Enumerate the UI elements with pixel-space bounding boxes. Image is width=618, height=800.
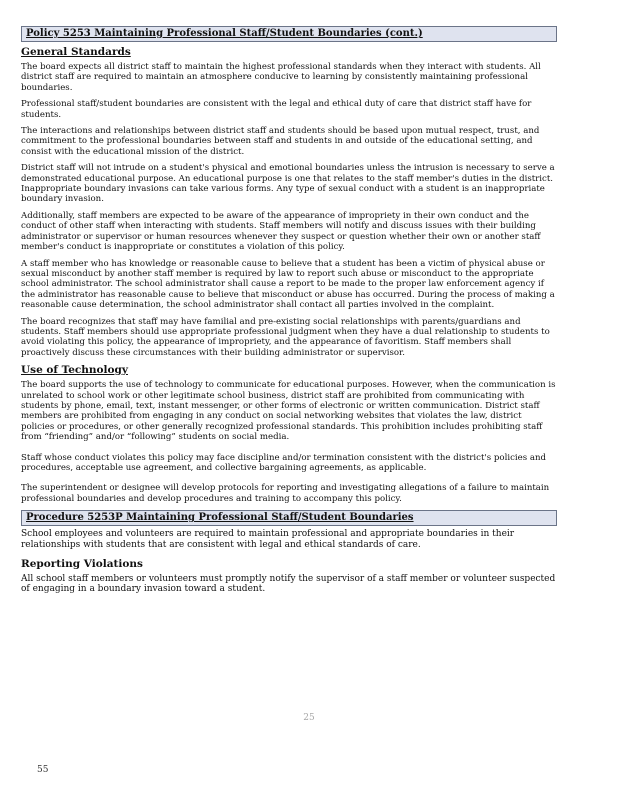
paragraph: All school staff members or volunteers must promptly notify the supervisor of a staff member or volunteer suspected of engaging in a boundary invasion toward a student.	[21, 574, 556, 595]
use-of-technology-heading: Use of Technology	[21, 364, 128, 377]
document-page	[21, 26, 557, 601]
paragraph: The board expects all district staff to maintain the highest professional standards when they interact with students. All district staff are required to maintain an atmosphere conducive to learning by consistently maintaining professional boundaries.	[21, 62, 541, 93]
paragraph: Additionally, staff members are expected to be aware of the appearance of impropriety in their own conduct and the conduct of other staff when interacting with students. Staff members will notify and discuss issues with their building administrator or supervisor or human resources whenever they suspect or question whether their own or another staff member's conduct is inappropriate or constitutes a violation of this policy.	[21, 210, 541, 253]
procedure-title-bar: Procedure 5253P Maintaining Professional Staff/Student Boundaries	[21, 510, 557, 526]
paragraph: Professional staff/student boundaries are consistent with the legal and ethical duty of care that district staff have for students.	[21, 99, 532, 120]
page-number-left: 55	[37, 765, 49, 775]
paragraph: District staff will not intrude on a student's physical and emotional boundaries unless the intrusion is necessary to serve a demonstrated educational purpose. An educational purpose is one that relates to the staff member's duties in the district. Inappropriate boundary invasions can take various forms. Any type of sexual conduct with a student is an inappropriate boundary invasion.	[21, 163, 555, 205]
policy-title-bar: Policy 5253 Maintaining Professional Staff/Student Boundaries (cont.)	[21, 26, 557, 42]
page-number-center: 25	[303, 713, 315, 723]
paragraph: The interactions and relationships between district staff and students should be based upon mutual respect, trust, and commitment to the professional boundaries between staff and students in and outside of the educational setting, and consist with the educational mission of the district.	[21, 126, 540, 157]
procedure-intro: School employees and volunteers are required to maintain professional and appropriate boundaries in their relationships with students that are consistent with legal and ethical standards of care.	[21, 529, 515, 550]
general-standards-heading: General Standards	[21, 46, 131, 58]
paragraph: The superintendent or designee will develop protocols for reporting and investigating allegations of a failure to maintain professional boundaries and develop procedures and training to accompany this policy.	[21, 483, 550, 504]
paragraph: Staff whose conduct violates this policy may face discipline and/or termination consistent with the district's policies and procedures, acceptable use agreement, and collective bargaining agreements, as applicable.	[21, 452, 547, 473]
paragraph: The board supports the use of technology to communicate for educational purposes. However, when the communication is unrelated to school work or other legitimate school business, district staff are prohibited from communicating with students by phone, email, text, instant messenger, or other forms of electronic or written communication. District staff members are prohibited from engaging in any conduct on social networking websites that violates the law, district policies or procedures, or other generally recognized professional standards. This prohibition includes prohibiting staff from “friending” and/or “following” students on social media.	[21, 380, 556, 443]
reporting-violations-heading: Reporting Violations	[21, 558, 143, 571]
paragraph: A staff member who has knowledge or reasonable cause to believe that a student has been a victim of physical abuse or sexual misconduct by another staff member is required by law to report such abuse or misconduct to the appropriate school administrator. The school administrator shall cause a report to be made to the proper law enforcement agency if the administrator has reasonable cause to believe that misconduct or abuse has occurred. During the process of making a reasonable cause determination, the school administrator shall contact all parties involved in the complaint.	[21, 258, 555, 311]
paragraph: The board recognizes that staff may have familial and pre-existing social relationships with parents/guardians and students. Staff members should use appropriate professional judgment when they have a dual relationship to students to avoid violating this policy, the appearance of impropriety, and the appearance of favoritism. Staff members shall proactively discuss these circumstances with their building administrator or supervisor.	[21, 316, 550, 358]
